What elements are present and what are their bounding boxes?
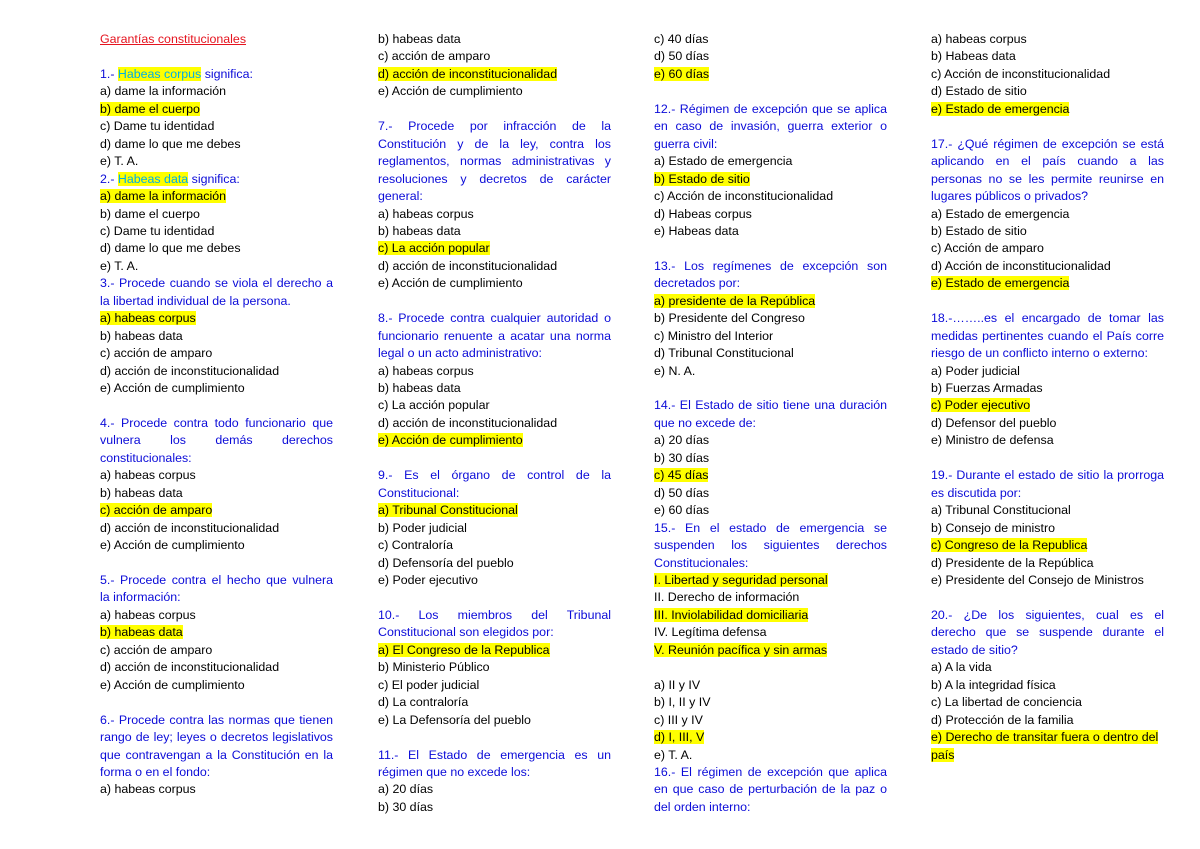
question-number: 1.- (100, 66, 118, 81)
answer-option (654, 206, 887, 223)
answer-option-text: c) Ministro del Interior (654, 328, 774, 343)
question-text: significa: (201, 66, 253, 81)
answer-option (378, 83, 611, 100)
question: 12.- Régimen de excepción que se aplica en caso de invasión, guerra exterior o guerra civil: (654, 101, 887, 151)
answer-option-correct (654, 729, 887, 746)
answer-option-text: e) Estado de emergencia (931, 101, 1070, 116)
spacer (654, 240, 887, 257)
answer-option (100, 607, 333, 624)
answer-option (654, 363, 887, 380)
answer-option (654, 310, 887, 327)
answer-option (378, 659, 611, 676)
answer-option-text: c) acción de amparo (100, 503, 213, 518)
answer-option (931, 712, 1164, 729)
spacer (931, 589, 1164, 606)
answer-option (931, 415, 1164, 432)
answer-option-text: d) acción de inconstitucionalidad (100, 660, 280, 675)
answer-option (654, 48, 887, 65)
answer-option (654, 31, 887, 48)
answer-option-correct (931, 101, 1164, 118)
question: 16.- El régimen de excepción que aplica en que caso de perturbación de la paz o del orden interno: (654, 764, 887, 814)
spacer (931, 293, 1164, 310)
answer-option (931, 502, 1164, 519)
question-term: Habeas corpus (117, 66, 202, 81)
answer-option-text: a) habeas corpus (931, 32, 1027, 46)
question-term: Habeas data (117, 171, 189, 186)
answer-option-text: b) Estado de sitio (654, 171, 750, 186)
answer-option-text: a) II y IV (654, 677, 701, 692)
answer-option (378, 712, 611, 729)
answer-option-text: d) acción de inconstitucionalidad (100, 520, 280, 535)
answer-option-text: b) Fuerzas Armadas (931, 381, 1043, 396)
answer-option-text: b) Consejo de ministro (931, 520, 1055, 535)
answer-option-text: b) habeas data (100, 625, 183, 640)
answer-option-text: b) dame el cuerpo (100, 101, 200, 116)
answer-option (378, 363, 611, 380)
answer-option-text: e) Estado de emergencia (931, 276, 1070, 291)
answer-option-text: c) 40 días (654, 32, 709, 46)
answer-option (100, 781, 333, 798)
answer-option (378, 572, 611, 589)
answer-option-text: e) Ministro de defensa (931, 433, 1054, 448)
answer-option (378, 31, 611, 48)
spacer (378, 101, 611, 118)
answer-option (378, 799, 611, 816)
answer-option (378, 397, 611, 414)
answer-option (100, 206, 333, 223)
answer-option-text: c) Contraloría (378, 538, 454, 553)
answer-option-correct (378, 642, 611, 659)
answer-option-text: d) dame lo que me debes (100, 241, 241, 256)
answer-option-text: c) Acción de inconstitucionalidad (931, 66, 1111, 81)
answer-option-text: d) 50 días (654, 49, 710, 64)
spacer (378, 729, 611, 746)
answer-option (931, 432, 1164, 449)
answer-option (100, 467, 333, 484)
answer-option (378, 258, 611, 275)
spacer (378, 450, 611, 467)
answer-option (654, 677, 887, 694)
answer-option (378, 275, 611, 292)
answer-option-text: e) 60 días (654, 503, 710, 518)
answer-option-text: b) A la integridad física (931, 677, 1056, 692)
answer-option-text: d) Protección de la familia (931, 712, 1074, 727)
answer-option (378, 781, 611, 798)
spacer (100, 694, 333, 711)
answer-option-correct (100, 624, 333, 641)
answer-option (931, 206, 1164, 223)
answer-option (654, 712, 887, 729)
question: 13.- Los regímenes de excepción son decretados por: (654, 258, 887, 291)
column-2 (378, 31, 611, 816)
answer-option (100, 223, 333, 240)
question: 20.- ¿De los siguientes, cual es el derecho que se suspende durante el estado de sitio? (931, 607, 1164, 657)
answer-option-correct (378, 502, 611, 519)
answer-option-text: b) 30 días (654, 450, 710, 465)
answer-option (100, 659, 333, 676)
answer-option (100, 485, 333, 502)
answer-option-text: a) 20 días (654, 433, 710, 448)
answer-option-text: b) habeas data (378, 32, 461, 46)
answer-option-text: a) dame la información (100, 84, 227, 99)
answer-option-text: d) acción de inconstitucionalidad (378, 66, 558, 81)
answer-option-text: b) Poder judicial (378, 520, 467, 535)
answer-option-correct (654, 467, 887, 484)
answer-option-text: b) Estado de sitio (931, 223, 1027, 238)
answer-option (654, 589, 887, 606)
answer-option (931, 48, 1164, 65)
question: 15.- En el estado de emergencia se suspenden los siguientes derechos Constitucionales: (654, 520, 887, 570)
answer-option-text: a) Estado de emergencia (654, 154, 793, 169)
answer-option-text: e) Presidente del Consejo de Ministros (931, 573, 1144, 587)
answer-option-text: b) I, II y IV (654, 695, 711, 710)
answer-option-text: d) I, III, V (654, 730, 705, 745)
question: 14.- El Estado de sitio tiene una duración que no excede de: (654, 398, 887, 430)
answer-option-text: e) Acción de cumplimiento (100, 677, 245, 692)
answer-option-text: III. Inviolabilidad domiciliaria (654, 607, 809, 622)
answer-option (100, 537, 333, 554)
answer-option-text: e) T. A. (100, 154, 139, 169)
question: 18.-……..es el encargado de tomar las medidas pertinentes cuando el País corre riesgo de un conflicto interno o externo: (931, 311, 1164, 361)
answer-option (654, 624, 887, 641)
answer-option-text: e) N. A. (654, 363, 696, 378)
answer-option-correct (100, 310, 333, 327)
answer-option-correct (931, 729, 1164, 764)
answer-option-text: b) habeas data (100, 485, 183, 500)
answer-option-text: d) Habeas corpus (654, 206, 752, 221)
answer-option-text: a) habeas corpus (100, 607, 196, 622)
spacer (100, 398, 333, 415)
answer-option-text: a) habeas corpus (100, 468, 196, 483)
answer-option-text: e) Acción de cumplimiento (100, 381, 245, 396)
answer-option-correct (654, 607, 887, 624)
answer-option-text: c) 45 días (654, 468, 709, 483)
answer-option (100, 258, 333, 275)
spacer (654, 83, 887, 100)
answer-option-text: d) La contraloría (378, 695, 469, 710)
answer-option (931, 258, 1164, 275)
answer-option-text: e) 60 días (654, 66, 710, 81)
answer-option (931, 66, 1164, 83)
answer-option (378, 537, 611, 554)
answer-option (100, 328, 333, 345)
answer-option-text: c) Acción de inconstitucionalidad (654, 189, 834, 204)
answer-option-text: d) Defensoría del pueblo (378, 555, 514, 570)
answer-option-text: c) III y IV (654, 712, 703, 727)
answer-option-text: c) acción de amparo (100, 642, 213, 657)
column-4 (931, 31, 1164, 764)
answer-option (100, 240, 333, 257)
answer-option-text: d) 50 días (654, 485, 710, 500)
answer-option (378, 555, 611, 572)
question-number: 2.- (100, 171, 118, 186)
answer-option-text: IV. Legítima defensa (654, 625, 767, 640)
answer-option (654, 502, 887, 519)
answer-option-text: b) habeas data (100, 328, 183, 343)
answer-option-text: a) 20 días (378, 782, 434, 797)
answer-option (931, 572, 1164, 589)
answer-option-text: a) habeas corpus (100, 311, 196, 326)
answer-option-text: a) habeas corpus (378, 363, 474, 378)
answer-option (654, 450, 887, 467)
answer-option (931, 659, 1164, 676)
answer-option-correct (100, 502, 333, 519)
answer-option-correct (931, 397, 1164, 414)
answer-option-text: c) Poder ejecutivo (931, 398, 1031, 413)
answer-option (100, 83, 333, 100)
answer-option-text: a) El Congreso de la Republica (378, 642, 550, 657)
answer-option-text: a) Tribunal Constitucional (931, 503, 1071, 518)
answer-option (378, 677, 611, 694)
answer-option-text: II. Derecho de información (654, 590, 800, 605)
column-3 (654, 31, 887, 816)
answer-option (100, 380, 333, 397)
spacer (378, 589, 611, 606)
answer-option-text: d) Defensor del pueblo (931, 415, 1057, 430)
question: 7.- Procede por infracción de la Constitución y de la ley, contra los reglamentos, normas administrativas y resoluciones y decretos de carácter general: (378, 119, 611, 204)
answer-option (931, 240, 1164, 257)
answer-option (378, 223, 611, 240)
answer-option (654, 345, 887, 362)
answer-option (931, 520, 1164, 537)
answer-option (378, 415, 611, 432)
answer-option (378, 48, 611, 65)
answer-option-text: d) Acción de inconstitucionalidad (931, 258, 1111, 273)
answer-option (378, 520, 611, 537)
answer-option-correct (378, 432, 611, 449)
answer-option (931, 380, 1164, 397)
question (100, 66, 333, 83)
question: 4.- Procede contra todo funcionario que vulnera los demás derechos constitucionales: (100, 415, 333, 465)
answer-option-correct (654, 171, 887, 188)
answer-option (100, 677, 333, 694)
answer-option-correct (654, 572, 887, 589)
answer-option (654, 694, 887, 711)
document-title (100, 31, 333, 48)
question: 11.- El Estado de emergencia es un régimen que no excede los: (378, 747, 611, 779)
answer-option-text: a) Estado de emergencia (931, 206, 1070, 221)
answer-option-text: c) Congreso de la Republica (931, 538, 1088, 553)
answer-option (654, 747, 887, 764)
answer-option (100, 642, 333, 659)
answer-option-text: a) dame la información (100, 189, 227, 204)
answer-option-text: a) A la vida (931, 660, 992, 675)
answer-option-text: b) Presidente del Congreso (654, 311, 805, 326)
answer-option-correct (100, 188, 333, 205)
spacer (378, 293, 611, 310)
answer-option (931, 83, 1164, 100)
answer-option (100, 520, 333, 537)
answer-option-text: c) acción de amparo (100, 346, 213, 361)
question: 6.- Procede contra las normas que tienen rango de ley; leyes o decretos legislativos que contravengan a la Constitución en la forma o en el fondo: (100, 712, 333, 779)
answer-option (931, 555, 1164, 572)
answer-option (100, 363, 333, 380)
answer-option-text: e) Acción de cumplimiento (378, 276, 523, 291)
answer-option-text: c) La libertad de conciencia (931, 695, 1082, 710)
answer-option-text: b) Habeas data (931, 49, 1016, 64)
answer-option-text: d) acción de inconstitucionalidad (378, 258, 558, 273)
answer-option-text: a) habeas corpus (100, 782, 196, 797)
answer-option (654, 485, 887, 502)
answer-option-text: d) dame lo que me debes (100, 136, 241, 151)
answer-option-text: c) acción de amparo (378, 49, 491, 64)
answer-option (378, 694, 611, 711)
answer-option (654, 328, 887, 345)
answer-option-text: a) Poder judicial (931, 363, 1020, 378)
answer-option-text: a) presidente de la República (654, 293, 816, 308)
answer-option-text: e) Poder ejecutivo (378, 573, 478, 587)
answer-option-text: e) Habeas data (654, 223, 739, 238)
answer-option (931, 694, 1164, 711)
spacer (654, 659, 887, 676)
answer-option-text: e) T. A. (100, 258, 139, 273)
question: 5.- Procede contra el hecho que vulnera la información: (100, 573, 333, 605)
question-text: significa: (188, 171, 240, 186)
answer-option-text: d) Estado de sitio (931, 84, 1027, 99)
answer-option-correct (654, 642, 887, 659)
answer-option-text: e) Acción de cumplimiento (100, 538, 245, 553)
question: 17.- ¿Qué régimen de excepción se está aplicando en el país cuando a las personas no se les permite reunirse en lugares públicos o privados? (931, 136, 1164, 204)
answer-option-text: a) Tribunal Constitucional (378, 503, 518, 518)
answer-option-text: e) La Defensoría del pueblo (378, 712, 531, 727)
answer-option-text: b) 30 días (378, 799, 434, 814)
column-1 (100, 31, 333, 799)
answer-option-text: d) acción de inconstitucionalidad (378, 415, 558, 430)
answer-option-text: e) T. A. (654, 747, 693, 762)
answer-option (378, 380, 611, 397)
answer-option (654, 432, 887, 449)
answer-option-correct (931, 275, 1164, 292)
answer-option-correct (654, 293, 887, 310)
answer-option-text: c) La acción popular (378, 398, 490, 413)
question (100, 171, 333, 188)
answer-option-text: d) Presidente de la República (931, 555, 1094, 570)
spacer (931, 118, 1164, 135)
answer-option-text: c) Dame tu identidad (100, 119, 215, 134)
question: 9.- Es el órgano de control de la Constitucional: (378, 468, 611, 500)
answer-option-text: b) habeas data (378, 381, 461, 396)
answer-option-correct (931, 537, 1164, 554)
answer-option (931, 223, 1164, 240)
question: 10.- Los miembros del Tribunal Constitucional son elegidos por: (378, 607, 611, 640)
answer-option (654, 223, 887, 240)
answer-option-text: I. Libertad y seguridad personal (654, 573, 828, 587)
answer-option-text: c) La acción popular (378, 241, 490, 256)
answer-option-text: d) acción de inconstitucionalidad (100, 363, 280, 378)
answer-option-text: e) Acción de cumplimiento (378, 433, 523, 448)
answer-option-correct (654, 66, 887, 83)
spacer (931, 450, 1164, 467)
answer-option (654, 188, 887, 205)
answer-option (100, 118, 333, 135)
answer-option-text: V. Reunión pacífica y sin armas (654, 642, 828, 657)
answer-option-text: b) Ministerio Público (378, 660, 490, 675)
answer-option-text: e) Acción de cumplimiento (378, 84, 523, 99)
document-title-text: Garantías constitucionales (100, 32, 247, 46)
answer-option-correct (100, 101, 333, 118)
spacer (100, 555, 333, 572)
question: 3.- Procede cuando se viola el derecho a la libertad individual de la persona. (100, 276, 333, 308)
answer-option (931, 363, 1164, 380)
question: 19.- Durante el estado de sitio la prorroga es discutida por: (931, 468, 1164, 500)
answer-option-text: d) Tribunal Constitucional (654, 346, 794, 361)
answer-option-correct (378, 66, 611, 83)
answer-option-text: c) El poder judicial (378, 677, 480, 692)
answer-option (931, 677, 1164, 694)
answer-option-text: c) Acción de amparo (931, 241, 1044, 256)
answer-option-correct (378, 240, 611, 257)
answer-option-text: a) habeas corpus (378, 206, 474, 221)
spacer (100, 48, 333, 65)
answer-option-text: e) Derecho de transitar fuera o dentro del país (931, 730, 1159, 762)
answer-option-text: c) Dame tu identidad (100, 223, 215, 238)
answer-option-text: b) dame el cuerpo (100, 206, 200, 221)
answer-option (931, 31, 1164, 48)
answer-option-text: b) habeas data (378, 223, 461, 238)
answer-option (100, 345, 333, 362)
answer-option (654, 153, 887, 170)
answer-option (378, 206, 611, 223)
answer-option (100, 136, 333, 153)
question: 8.- Procede contra cualquier autoridad o funcionario renuente a acatar una norma legal o un acto administrativo: (378, 311, 611, 361)
answer-option (100, 153, 333, 170)
spacer (654, 380, 887, 397)
